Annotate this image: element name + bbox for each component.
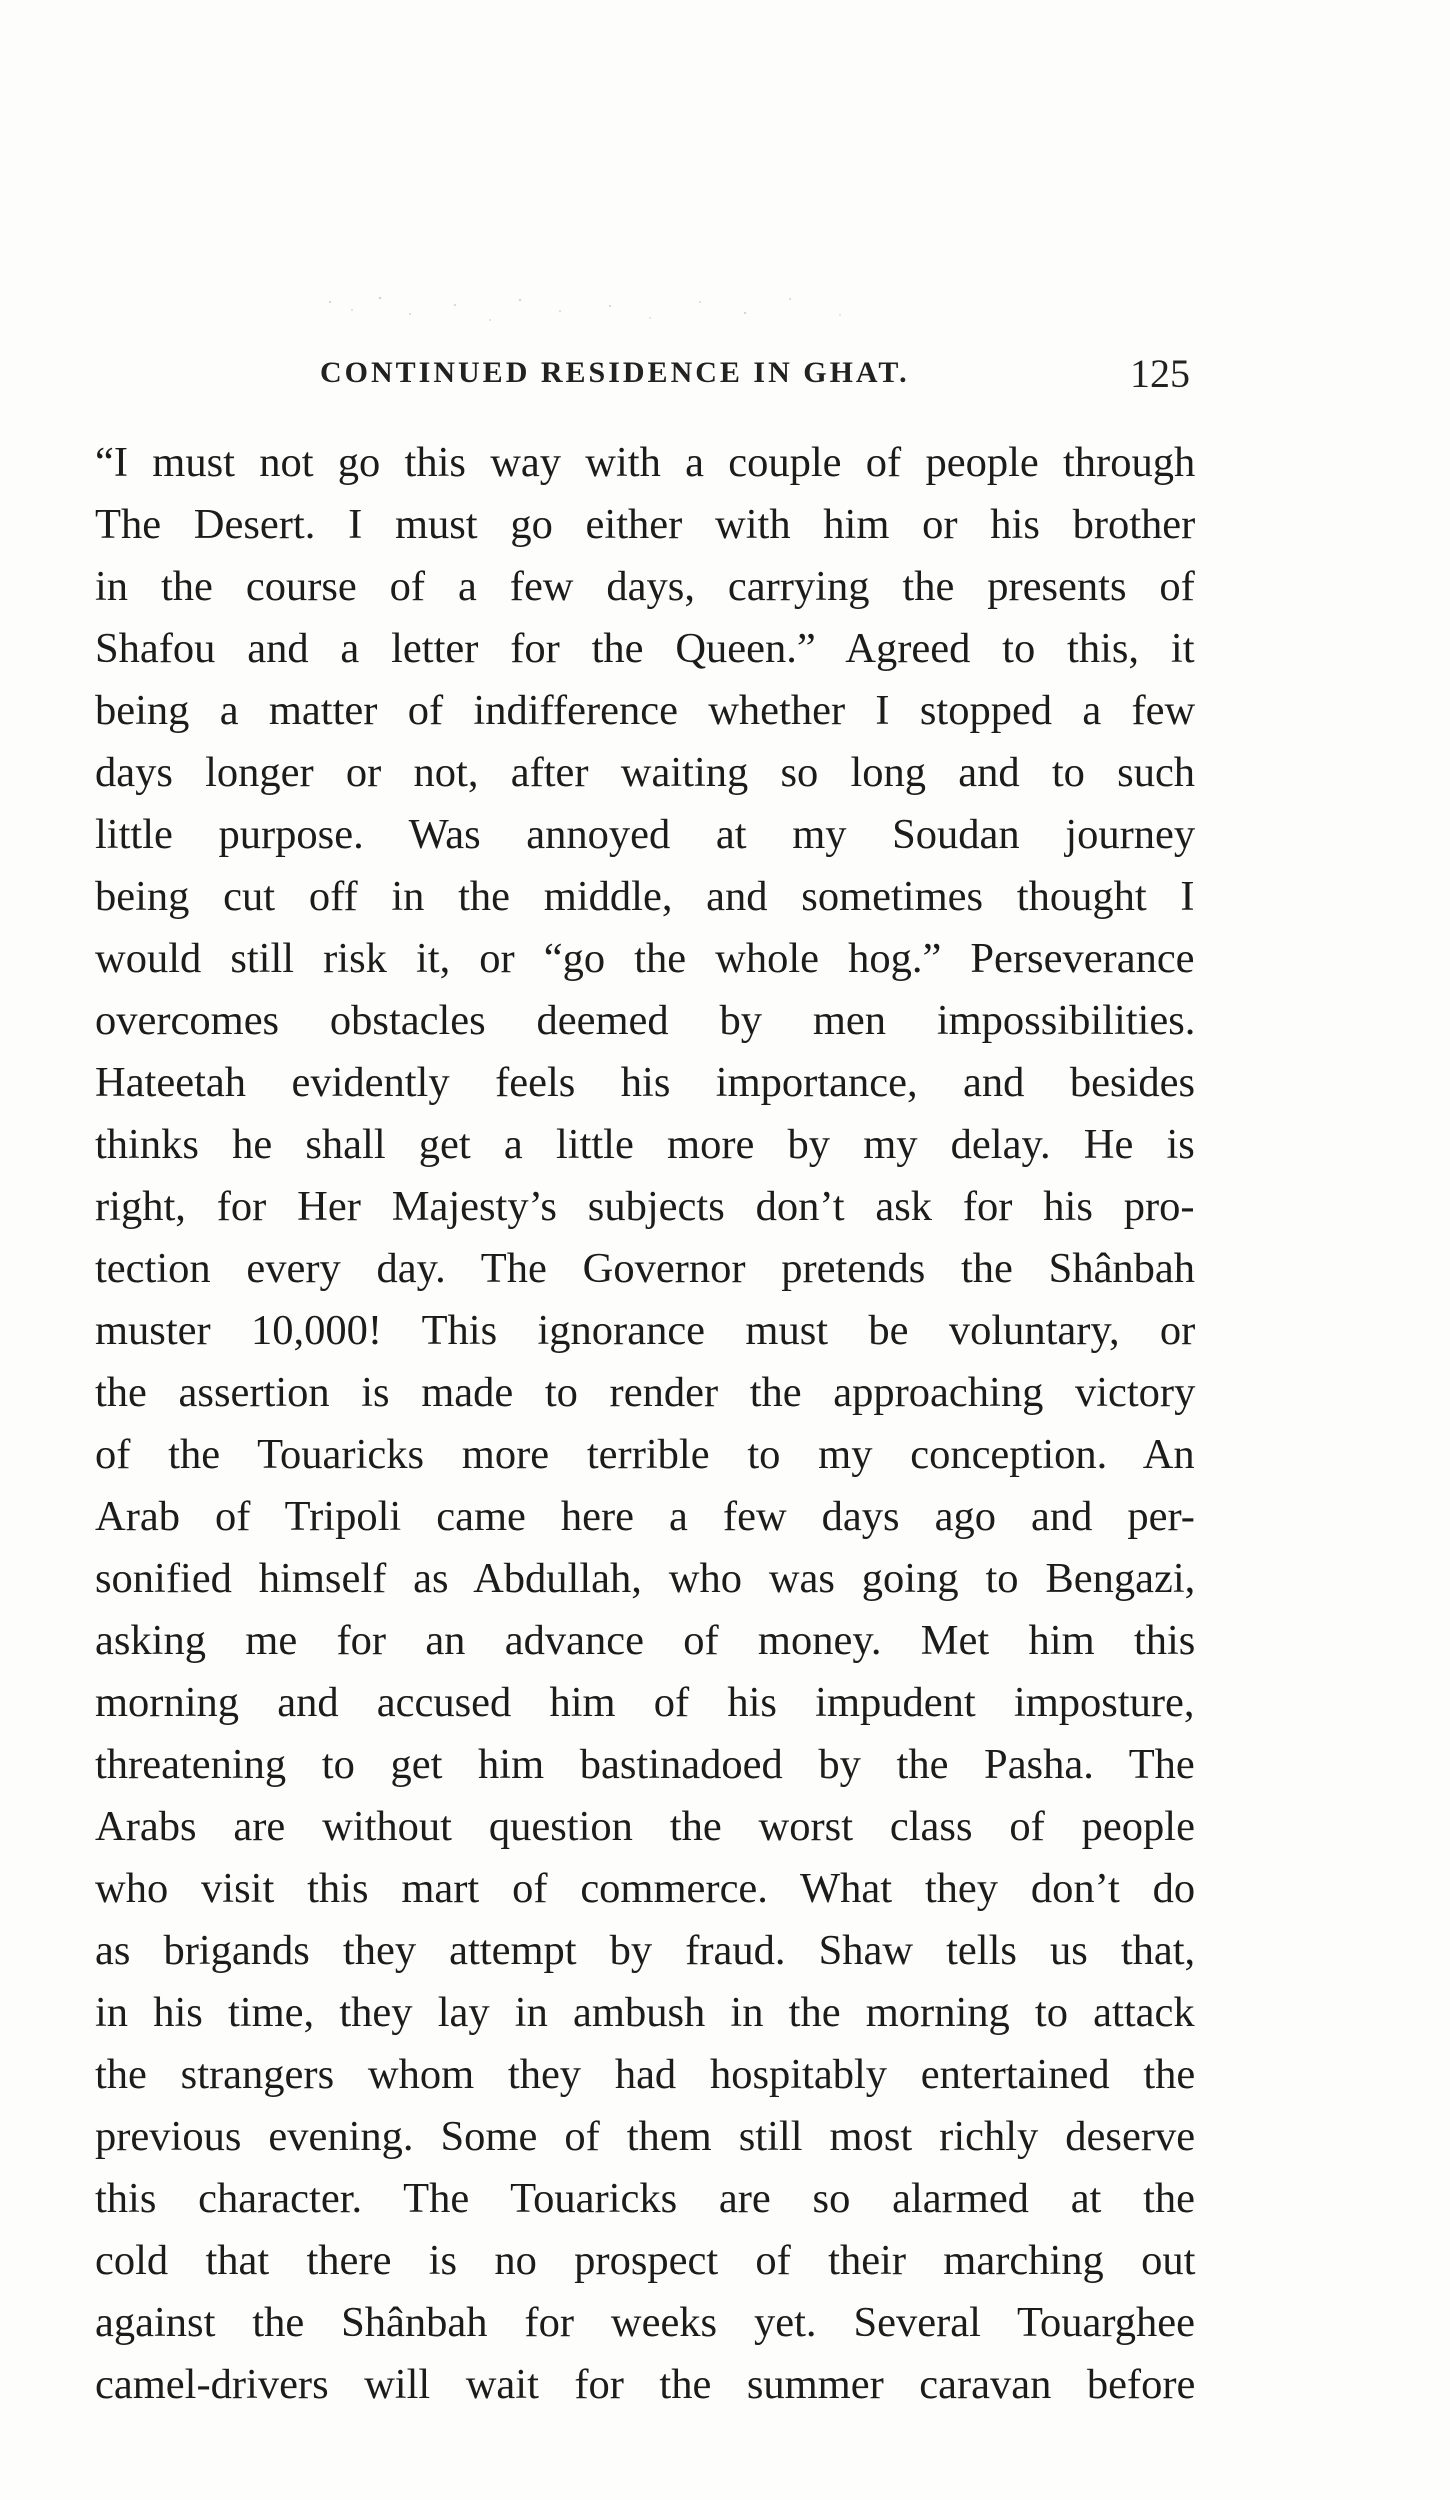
text-line: thinks he shall get a little more by my delay. He is xyxy=(95,1121,1195,1168)
text-line: threatening to get him bastinadoed by the Pasha. The xyxy=(95,1741,1195,1788)
text-line: in the course of a few days, carrying the presents of xyxy=(95,563,1195,610)
running-head: CONTINUED RESIDENCE IN GHAT. xyxy=(320,356,910,389)
text-line: “I must not go this way with a couple of people through xyxy=(95,439,1196,486)
text-line: overcomes obstacles deemed by men impossibilities. xyxy=(95,997,1196,1044)
text-line: right, for Her Majesty’s subjects don’t ask for his pro- xyxy=(95,1183,1195,1230)
text-line: this character. The Touaricks are so alarmed at the xyxy=(95,2175,1196,2222)
page-header xyxy=(320,350,1190,400)
text-line: The Desert. I must go either with him or his brother xyxy=(95,501,1196,548)
text-line: morning and accused him of his impudent imposture, xyxy=(95,1679,1195,1726)
text-line: days longer or not, after waiting so long and to such xyxy=(95,749,1196,796)
text-line: camel-drivers will wait for the summer caravan before xyxy=(95,2361,1196,2408)
text-line: Hateetah evidently feels his importance, and besides xyxy=(95,1059,1195,1106)
text-line: in his time, they lay in ambush in the morning to attack xyxy=(95,1989,1195,2036)
text-line: against the Shânbah for weeks yet. Several Touarghee xyxy=(95,2299,1196,2346)
page-number: 125 xyxy=(1130,351,1190,396)
text-line: previous evening. Some of them still most richly deserve xyxy=(95,2113,1196,2160)
text-line: asking me for an advance of money. Met him this xyxy=(95,1617,1196,1664)
text-line: as brigands they attempt by fraud. Shaw tells us that, xyxy=(95,1927,1196,1974)
text-line: little purpose. Was annoyed at my Soudan journey xyxy=(95,811,1196,858)
text-line: the strangers whom they had hospitably entertained the xyxy=(95,2051,1196,2098)
text-line: of the Touaricks more terrible to my conception. An xyxy=(95,1431,1195,1478)
page-speckle-decoration xyxy=(0,280,1450,340)
text-line: would still risk it, or “go the whole hog.” Perseverance xyxy=(95,935,1195,982)
text-line: muster 10,000! This ignorance must be voluntary, or xyxy=(95,1307,1196,1354)
text-line: being cut off in the middle, and sometimes thought I xyxy=(95,873,1195,920)
text-line: the assertion is made to render the approaching victory xyxy=(95,1369,1196,1416)
text-line: sonified himself as Abdullah, who was going to Bengazi, xyxy=(95,1555,1196,1602)
text-line: Arab of Tripoli came here a few days ago and per- xyxy=(95,1493,1195,1540)
text-line: tection every day. The Governor pretends the Shânbah xyxy=(95,1245,1196,1292)
text-line: being a matter of indifference whether I stopped a few xyxy=(95,687,1196,734)
text-line: Shafou and a letter for the Queen.” Agreed to this, it xyxy=(95,625,1195,672)
text-line: who visit this mart of commerce. What they don’t do xyxy=(95,1865,1196,1912)
text-line: Arabs are without question the worst class of people xyxy=(95,1803,1195,1850)
text-line: cold that there is no prospect of their marching out xyxy=(95,2237,1196,2284)
body-text xyxy=(95,432,1195,2422)
